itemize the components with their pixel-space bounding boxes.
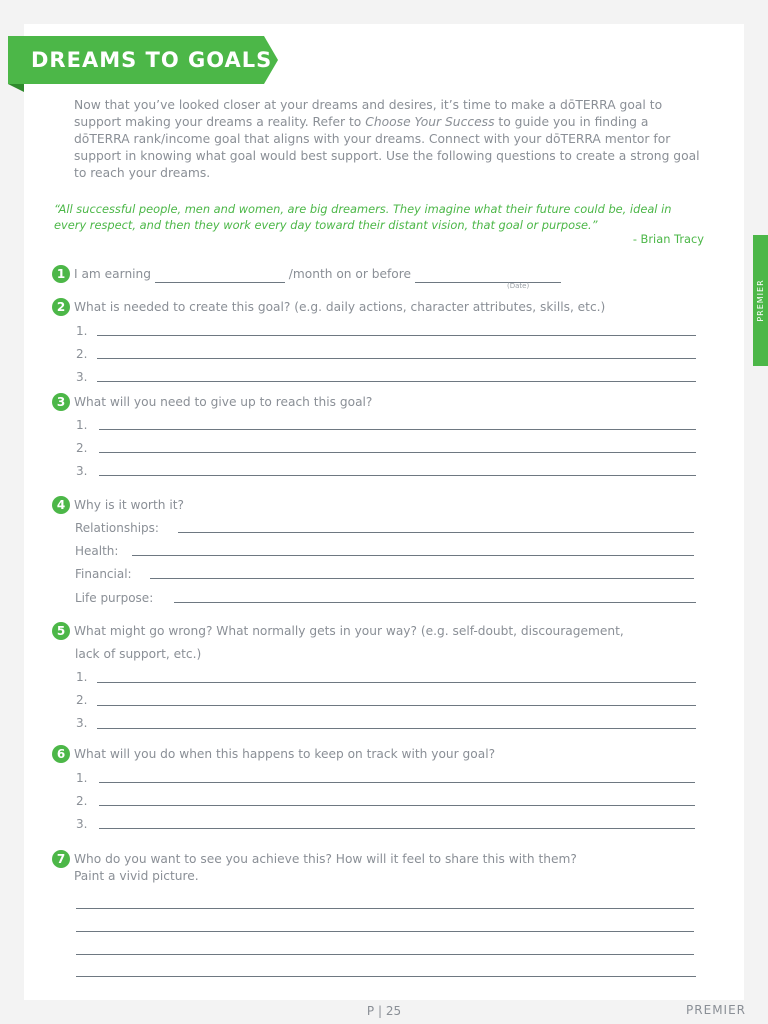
q4-label-relationships: Relationships: [75, 521, 159, 535]
q5-answer-line-1[interactable] [97, 682, 696, 683]
q2-line-label-2: 2. [76, 347, 88, 361]
question-7-continued: Paint a vivid picture. [74, 869, 199, 883]
health-answer-line[interactable] [132, 555, 694, 556]
q3-answer-line-1[interactable] [99, 429, 696, 430]
q4-label-financial: Financial: [75, 567, 132, 581]
q6-line-label-2: 2. [76, 794, 88, 808]
number-badge-4: 4 [52, 496, 70, 514]
life-purpose-answer-line[interactable] [174, 602, 696, 603]
number-badge-1: 1 [52, 265, 70, 283]
banner-fold [8, 84, 24, 92]
question-2 [52, 298, 605, 316]
question-3-text: What will you need to give up to reach this goal? [74, 395, 373, 409]
question-2-text: What is needed to create this goal? (e.g. daily actions, character attributes, skills, etc.) [74, 300, 606, 314]
q7-answer-line-1[interactable] [76, 908, 694, 909]
quote-author: - Brian Tracy [632, 232, 704, 246]
question-6-text: What will you do when this happens to keep on track with your goal? [74, 747, 496, 761]
q5-answer-line-3[interactable] [97, 728, 696, 729]
q4-label-health: Health: [75, 544, 119, 558]
question-1-label: I am earning [74, 267, 152, 281]
side-tab-label: PREMIER [756, 279, 765, 322]
q6-answer-line-2[interactable] [99, 805, 695, 806]
number-badge-5: 5 [52, 622, 70, 640]
earning-amount-field[interactable] [155, 270, 285, 283]
q7-answer-line-2[interactable] [76, 931, 694, 932]
q3-line-label-2: 2. [76, 441, 88, 455]
number-badge-3: 3 [52, 393, 70, 411]
intro-text-1: Now that you’ve looked closer at your dreams and desires, it’s time to make a dōTERRA goal to support making your dreams a reality. Refer to [74, 98, 663, 129]
q6-answer-line-3[interactable] [99, 828, 695, 829]
q3-line-label-3: 3. [76, 464, 88, 478]
footer-brand: PREMIER [686, 1003, 746, 1017]
q4-label-life-purpose: Life purpose: [75, 591, 154, 605]
question-1 [52, 265, 561, 283]
intro-text-2: to guide you in finding a dōTERRA rank/income goal that aligns with your dreams. Connect with your dōTERRA mentor for support in knowing what goal would best support. Use the following questions to create a strong goal to reach your dreams. [74, 115, 700, 180]
number-badge-6: 6 [52, 745, 70, 763]
q3-line-label-1: 1. [76, 418, 88, 432]
page-title: DREAMS TO GOALS [31, 48, 273, 72]
question-7 [52, 850, 577, 868]
q3-answer-line-3[interactable] [99, 475, 696, 476]
number-badge-7: 7 [52, 850, 70, 868]
q2-line-label-1: 1. [76, 324, 88, 338]
q7-answer-line-3[interactable] [76, 954, 694, 955]
q5-line-label-1: 1. [76, 670, 88, 684]
q5-line-label-2: 2. [76, 693, 88, 707]
q3-answer-line-2[interactable] [99, 452, 696, 453]
q6-answer-line-1[interactable] [99, 782, 695, 783]
quote-text: “All successful people, men and women, are big dreamers. They imagine what their future could be, ideal in every respect, and then they work every day toward their distant vision, that goal or purpose.” [54, 202, 672, 232]
q2-answer-line-2[interactable] [97, 358, 696, 359]
q5-answer-line-2[interactable] [97, 705, 696, 706]
question-5 [52, 622, 624, 640]
question-5-text: What might go wrong? What normally gets in your way? (e.g. self-doubt, discouragement, [74, 624, 624, 638]
relationships-answer-line[interactable] [178, 532, 694, 533]
question-4-text: Why is it worth it? [74, 498, 184, 512]
financial-answer-line[interactable] [150, 578, 694, 579]
side-tab [753, 235, 768, 366]
question-5-continued: lack of support, etc.) [75, 647, 202, 661]
goal-date-field[interactable] [415, 270, 561, 283]
question-3 [52, 393, 372, 411]
intro-paragraph [74, 97, 704, 182]
date-caption: (Date) [507, 282, 530, 290]
question-4 [52, 496, 184, 514]
page-number: P | 25 [366, 1004, 402, 1018]
number-badge-2: 2 [52, 298, 70, 316]
q5-line-label-3: 3. [76, 716, 88, 730]
question-1-label-2: /month on or before [288, 267, 411, 281]
question-6 [52, 745, 495, 763]
q7-answer-line-4[interactable] [76, 976, 696, 977]
q2-answer-line-1[interactable] [97, 335, 696, 336]
question-7-text: Who do you want to see you achieve this? How will it feel to share this with them? [74, 852, 577, 866]
book-title: Choose Your Success [365, 115, 495, 129]
q6-line-label-1: 1. [76, 771, 88, 785]
q2-line-label-3: 3. [76, 370, 88, 384]
q6-line-label-3: 3. [76, 817, 88, 831]
q2-answer-line-3[interactable] [97, 381, 696, 382]
